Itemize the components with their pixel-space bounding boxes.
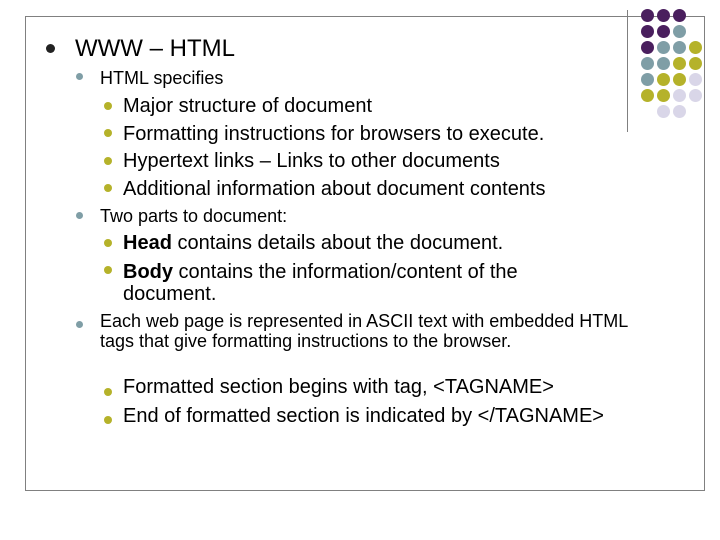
- item-bullet: [104, 184, 112, 192]
- deco-dot: [657, 57, 670, 70]
- deco-dot: [673, 9, 686, 22]
- body-description: contains the information/content of the document.: [123, 261, 518, 305]
- list-item-head: [123, 233, 503, 253]
- deco-dot: [657, 89, 670, 102]
- section-heading: Each web page is represented in ASCII text with embedded HTML tags that give formatting instructions to the browser.: [100, 311, 628, 351]
- deco-dot: [673, 73, 686, 86]
- section-bullet: [76, 73, 83, 80]
- deco-dot: [673, 57, 686, 70]
- list-item: Additional information about document contents: [123, 178, 546, 200]
- section-bullet: [76, 321, 83, 328]
- decorative-divider: [627, 10, 628, 132]
- deco-dot: [657, 73, 670, 86]
- deco-dot: [689, 73, 702, 86]
- deco-dot: [689, 57, 702, 70]
- deco-dot: [657, 41, 670, 54]
- item-bullet: [104, 129, 112, 137]
- item-bullet: [104, 239, 112, 247]
- section-heading: Two parts to document:: [100, 206, 288, 226]
- deco-dot: [673, 25, 686, 38]
- deco-dot: [689, 89, 702, 102]
- deco-dot: [641, 57, 654, 70]
- list-item: Formatting instructions for browsers to execute.: [123, 123, 545, 145]
- section-heading: HTML specifies: [100, 68, 224, 88]
- section-bullet: [76, 212, 83, 219]
- list-item-body: [123, 261, 593, 305]
- deco-dot: [641, 73, 654, 86]
- list-item: Hypertext links – Links to other documents: [123, 150, 500, 172]
- deco-dot: [657, 25, 670, 38]
- item-bullet: [104, 266, 112, 274]
- list-item: End of formatted section is indicated by </TAGNAME>: [123, 405, 604, 427]
- slide-title: WWW – HTML: [75, 35, 235, 62]
- deco-dot: [657, 9, 670, 22]
- item-bullet: [104, 102, 112, 110]
- head-description: contains details about the document.: [171, 232, 504, 254]
- deco-dot: [641, 25, 654, 38]
- item-bullet: [104, 416, 112, 424]
- list-item: Major structure of document: [123, 95, 372, 117]
- deco-dot: [641, 89, 654, 102]
- title-bullet: [46, 44, 55, 53]
- deco-dot: [657, 105, 670, 118]
- deco-dot: [673, 105, 686, 118]
- deco-dot: [673, 41, 686, 54]
- item-bullet: [104, 388, 112, 396]
- deco-dot: [689, 41, 702, 54]
- deco-dot: [641, 41, 654, 54]
- body-keyword: Body: [123, 261, 173, 283]
- head-keyword: Head: [123, 232, 172, 254]
- list-item: Formatted section begins with tag, <TAGNAME>: [123, 376, 554, 398]
- deco-dot: [673, 89, 686, 102]
- deco-dot: [641, 9, 654, 22]
- item-bullet: [104, 157, 112, 165]
